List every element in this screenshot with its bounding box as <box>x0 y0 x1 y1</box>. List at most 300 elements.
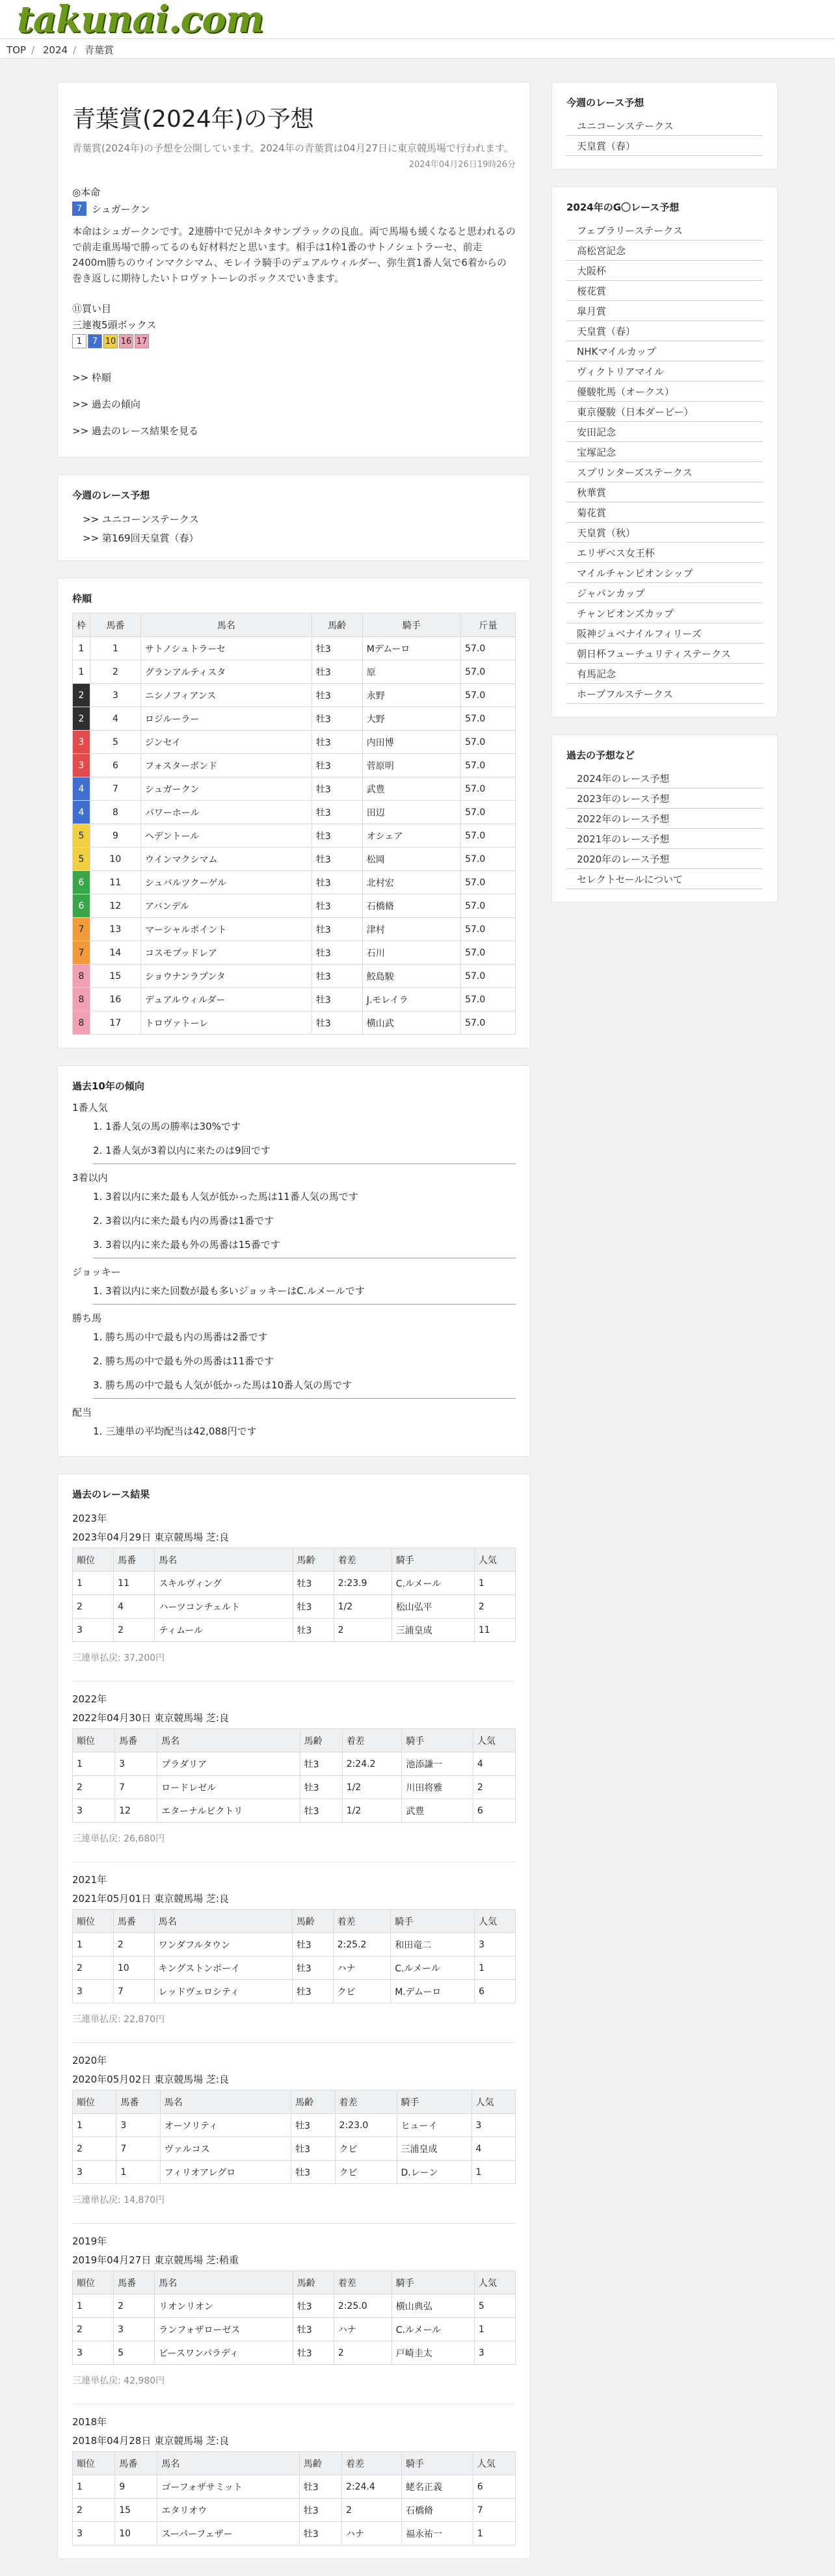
payout-text: 三連単払戻: 22,870円 <box>72 2012 516 2043</box>
side-link[interactable]: 安田記念 <box>566 422 763 442</box>
trend-item: 2. 1番人気が3着以内に来たのは9回です <box>93 1145 271 1156</box>
past-cell: クビ <box>335 2137 397 2161</box>
umaban-cell: 2 <box>90 660 141 684</box>
past-cell: 2 <box>73 2318 114 2341</box>
jockey-cell: 武豊 <box>362 777 460 801</box>
entry-row <box>73 777 516 801</box>
past-cell: D.レーン <box>397 2161 471 2184</box>
weight-cell: 57.0 <box>461 801 516 824</box>
age-cell: 牡3 <box>311 801 362 824</box>
main-column <box>57 82 531 2576</box>
past-cell: C.ルメール <box>391 1957 475 1980</box>
horse-name-cell[interactable]: フォスターボンド <box>140 754 311 777</box>
umaban-cell: 7 <box>90 777 141 801</box>
past-cell: ハナ <box>342 2522 402 2545</box>
entry-row <box>73 754 516 777</box>
side-link[interactable]: 菊花賞 <box>566 502 763 523</box>
horse-name-cell[interactable]: アバンデル <box>140 894 311 918</box>
buy-box: 17 <box>135 334 149 348</box>
trend-card <box>57 1065 531 1457</box>
past-cell: 2 <box>73 2137 116 2161</box>
past-cell: 牡3 <box>300 1776 342 1799</box>
past-cell: M.デムーロ <box>391 1980 475 2003</box>
past-cell: 牡3 <box>292 1980 333 2003</box>
umaban-cell: 1 <box>90 637 141 660</box>
past-header: 馬齢 <box>299 2452 341 2475</box>
past-cell: 4 <box>471 2137 515 2161</box>
entry-table <box>72 613 516 1035</box>
waku-cell: 2 <box>73 684 90 707</box>
side-link[interactable]: 皐月賞 <box>566 301 763 321</box>
umaban-cell: 6 <box>90 754 141 777</box>
horse-name-cell[interactable]: シュガークン <box>140 777 311 801</box>
trend-group-title: 勝ち馬 <box>72 1312 102 1324</box>
age-cell: 牡3 <box>311 941 362 965</box>
age-cell: 牡3 <box>311 754 362 777</box>
side-link[interactable]: 2021年のレース予想 <box>566 829 763 849</box>
buy-type: 三連複5頭ボックス <box>72 319 157 331</box>
jockey-cell: 田辺 <box>362 801 460 824</box>
entry-header: 馬名 <box>140 614 311 637</box>
waku-cell: 8 <box>73 988 90 1011</box>
side-link[interactable]: ジャパンカップ <box>566 583 763 603</box>
jockey-cell: 原 <box>362 660 460 684</box>
past-cell: ロードレゼル <box>157 1776 300 1799</box>
side-link[interactable]: 天皇賞（春） <box>566 136 763 156</box>
side-link[interactable]: 東京優駿（日本ダービー） <box>566 402 763 422</box>
past-cell: クビ <box>333 1980 391 2003</box>
entry-row <box>73 988 516 1011</box>
past-cell: 1 <box>471 2161 515 2184</box>
past-cell: 三浦皇成 <box>391 1619 474 1642</box>
entry-row <box>73 1011 516 1035</box>
waku-cell: 6 <box>73 871 90 894</box>
jockey-cell: Mデムーロ <box>362 637 460 660</box>
side-link[interactable]: マイルチャンピオンシップ <box>566 563 763 583</box>
waku-cell: 4 <box>73 801 90 824</box>
entry-row <box>73 894 516 918</box>
weight-cell: 57.0 <box>461 988 516 1011</box>
trend-group-title: 配当 <box>72 1407 92 1418</box>
buy-label: ⑪買い目 <box>72 303 112 315</box>
side-link[interactable]: ホープフルステークス <box>566 684 763 704</box>
horse-name-cell[interactable]: サトノシュトラーセ <box>140 637 311 660</box>
horse-name-cell[interactable]: ニシノフィアンス <box>140 684 311 707</box>
weight-cell: 57.0 <box>461 707 516 731</box>
past-cell: 3 <box>73 2522 115 2545</box>
past-header: 馬名 <box>157 2452 299 2475</box>
entry-header: 馬齢 <box>311 614 362 637</box>
jockey-cell: 内田博 <box>362 731 460 754</box>
trend-item: 3. 勝ち馬の中で最も人気が低かった馬は10番人気の馬です <box>93 1379 352 1391</box>
past-header: 騎手 <box>391 2271 474 2295</box>
past-cell: ランフォザローゼス <box>155 2318 293 2341</box>
umaban-cell: 10 <box>90 848 141 871</box>
weekly-link[interactable]: >> 第169回天皇賞（春） <box>83 532 199 544</box>
past-cell: 2 <box>73 1957 114 1980</box>
side-link[interactable]: 2024年のレース予想 <box>566 768 763 788</box>
past-header: 着差 <box>342 2452 402 2475</box>
past-header: 馬齢 <box>293 2271 334 2295</box>
past-race-meta: 2022年04月30日 東京競馬場 芝:良 <box>72 1712 229 1724</box>
past-header: 着差 <box>334 1548 391 1572</box>
past-cell: 2:24.2 <box>342 1752 402 1776</box>
past-header: 馬番 <box>115 1729 157 1752</box>
side-link[interactable]: 2020年のレース予想 <box>566 849 763 869</box>
side-link[interactable]: 優駿牝馬（オークス） <box>566 382 763 402</box>
past-row <box>73 2499 516 2522</box>
side-others-title: 過去の予想など <box>566 749 635 761</box>
past-cell: 3 <box>474 2341 515 2365</box>
age-cell: 牡3 <box>311 684 362 707</box>
link-trend[interactable]: >> 過去の傾向 <box>72 398 140 410</box>
past-row <box>73 2114 516 2137</box>
side-link[interactable]: 宝塚記念 <box>566 442 763 462</box>
past-cell: 3 <box>73 1980 114 2003</box>
side-link[interactable]: 天皇賞（秋） <box>566 523 763 543</box>
side-link[interactable]: 有馬記念 <box>566 664 763 684</box>
lead-text: 青葉賞(2024年)の予想を公開しています。2024年の青葉賞は04月27日に東京競馬場で行われます。 <box>72 142 514 154</box>
side-link[interactable]: ヴィクトリアマイル <box>566 361 763 382</box>
trend-divider <box>93 1398 516 1399</box>
horse-name-cell[interactable]: ショウナンラプンタ <box>140 965 311 988</box>
umaban-cell: 8 <box>90 801 141 824</box>
umaban-cell: 11 <box>90 871 141 894</box>
side-link[interactable]: セレクトセールについて <box>566 869 763 889</box>
past-year: 2023年 <box>72 1513 107 1524</box>
weight-cell: 57.0 <box>461 1011 516 1035</box>
past-cell: 川田将雅 <box>402 1776 473 1799</box>
side-link[interactable]: 朝日杯フューチュリティステークス <box>566 644 763 664</box>
past-cell: 1 <box>73 2475 115 2499</box>
horse-name-cell[interactable]: グランアルティスタ <box>140 660 311 684</box>
past-header: 順位 <box>73 1548 114 1572</box>
side-link[interactable]: 桜花賞 <box>566 281 763 301</box>
past-header: 順位 <box>73 1729 115 1752</box>
side-others-card <box>551 735 778 903</box>
past-cell: ハナ <box>333 1957 391 1980</box>
past-cell: 牡3 <box>299 2522 341 2545</box>
jockey-cell: 津村 <box>362 918 460 941</box>
past-cell: ハーツコンチェルト <box>155 1595 293 1619</box>
past-header: 馬名 <box>155 2271 293 2295</box>
past-result-table <box>72 1728 516 1823</box>
age-cell: 牡3 <box>311 894 362 918</box>
past-cell: クビ <box>335 2161 397 2184</box>
past-header: 人気 <box>471 2090 515 2114</box>
past-cell: 1 <box>475 1957 516 1980</box>
past-cell: ヒューイ <box>397 2114 471 2137</box>
past-header: 人気 <box>473 1729 515 1752</box>
horse-name-cell[interactable]: シュバルツクーゲル <box>140 871 311 894</box>
weight-cell: 57.0 <box>461 918 516 941</box>
past-header: 人気 <box>473 2452 515 2475</box>
past-cell: 1 <box>474 1572 515 1595</box>
payout-text: 三連単払戻: 42,980円 <box>72 2374 516 2404</box>
side-link[interactable]: 秋華賞 <box>566 482 763 502</box>
past-cell: 7 <box>116 2137 160 2161</box>
past-cell: エターナルビクトリ <box>157 1799 300 1823</box>
jockey-cell: 大野 <box>362 707 460 731</box>
waku-cell: 1 <box>73 660 90 684</box>
past-header: 馬番 <box>114 2271 155 2295</box>
weekly-card <box>57 475 531 561</box>
past-header: 順位 <box>73 2452 115 2475</box>
side-link[interactable]: 阪神ジュベナイルフィリーズ <box>566 623 763 644</box>
past-cell: 三浦皇成 <box>397 2137 471 2161</box>
age-cell: 牡3 <box>311 1011 362 1035</box>
waku-cell: 8 <box>73 965 90 988</box>
past-cell: 6 <box>475 1980 516 2003</box>
past-cell: レッドヴェロシティ <box>154 1980 292 2003</box>
pick-number-badge: 7 <box>72 202 86 216</box>
weight-cell: 57.0 <box>461 684 516 707</box>
past-header: 騎手 <box>391 1548 474 1572</box>
trend-item: 1. 3着以内に来た最も人気が低かった馬は11番人気の馬です <box>93 1191 358 1203</box>
past-cell: 1 <box>73 1933 114 1957</box>
horse-name-cell[interactable]: マーシャルポイント <box>140 918 311 941</box>
horse-name-cell[interactable]: ロジルーラー <box>140 707 311 731</box>
past-cell: 2 <box>73 1776 115 1799</box>
past-race-meta: 2021年05月01日 東京競馬場 芝:良 <box>72 1893 229 1905</box>
past-cell: 牡3 <box>293 1619 334 1642</box>
jockey-cell: 菅原明 <box>362 754 460 777</box>
buy-box: 7 <box>88 334 102 348</box>
payout-text: 三連単払戻: 26,680円 <box>72 1832 516 1862</box>
horse-name-cell[interactable]: ヘデントール <box>140 824 311 848</box>
past-header: 人気 <box>475 1910 516 1933</box>
past-cell: 12 <box>115 1799 157 1823</box>
weight-cell: 57.0 <box>461 660 516 684</box>
past-cell: 3 <box>73 2341 114 2365</box>
trend-group-title: 1番人気 <box>72 1102 108 1113</box>
horse-name-cell[interactable]: トロヴァトーレ <box>140 1011 311 1035</box>
past-header: 馬齢 <box>291 2090 335 2114</box>
past-cell: 蛯名正義 <box>401 2475 473 2499</box>
past-header: 騎手 <box>397 2090 471 2114</box>
past-year: 2019年 <box>72 2235 107 2247</box>
past-cell: 2:24.4 <box>342 2475 402 2499</box>
past-cell: 1 <box>473 2522 515 2545</box>
past-header: 馬名 <box>157 1729 300 1752</box>
horse-name-cell[interactable]: ウインマクシマム <box>140 848 311 871</box>
buy-box: 10 <box>103 334 118 348</box>
umaban-cell: 16 <box>90 988 141 1011</box>
payout-text: 三連単払戻: 14,870円 <box>72 2193 516 2224</box>
weekly-title: 今週のレース予想 <box>72 489 150 501</box>
past-cell: 池添謙一 <box>402 1752 473 1776</box>
side-link[interactable]: スプリンターズステークス <box>566 462 763 482</box>
past-cell: 和田竜二 <box>391 1933 475 1957</box>
entry-header: 馬番 <box>90 614 141 637</box>
past-cell: 2 <box>114 1619 155 1642</box>
age-cell: 牡3 <box>311 777 362 801</box>
past-result-table <box>72 2090 516 2184</box>
past-cell: 牡3 <box>293 2295 334 2318</box>
past-cell: 横山典弘 <box>391 2295 474 2318</box>
side-link[interactable]: NHKマイルカップ <box>566 341 763 361</box>
age-cell: 牡3 <box>311 707 362 731</box>
site-header <box>0 0 835 39</box>
past-header: 馬番 <box>114 1548 155 1572</box>
past-header: 馬齢 <box>300 1729 342 1752</box>
side-link[interactable]: 天皇賞（春） <box>566 321 763 341</box>
umaban-cell: 12 <box>90 894 141 918</box>
side-link[interactable]: エリザベス女王杯 <box>566 543 763 563</box>
past-cell: 牡3 <box>293 2318 334 2341</box>
side-link[interactable]: 2022年のレース予想 <box>566 809 763 829</box>
breadcrumb: TOP / 2024 / 青葉賞 <box>0 39 835 59</box>
past-cell: 9 <box>115 2475 157 2499</box>
past-header: 騎手 <box>402 1729 473 1752</box>
past-header: 着差 <box>335 2090 397 2114</box>
jockey-cell: 石橋脩 <box>362 894 460 918</box>
pick-horse <box>72 202 516 216</box>
past-cell: 4 <box>473 1752 515 1776</box>
past-header: 人気 <box>474 2271 515 2295</box>
age-cell: 牡3 <box>311 965 362 988</box>
horse-name-cell[interactable]: ジンセイ <box>140 731 311 754</box>
past-row <box>73 1572 516 1595</box>
trend-item: 1. 3着以内に来た回数が最も多いジョッキーはC.ルメールです <box>93 1285 365 1297</box>
side-link[interactable]: チャンピオンズカップ <box>566 603 763 623</box>
weekly-link[interactable]: >> ユニコーンステークス <box>83 514 199 525</box>
breadcrumb-current: 青葉賞 <box>84 44 114 56</box>
past-cell: ゴーフォザサミット <box>157 2475 299 2499</box>
past-year: 2021年 <box>72 1874 107 1886</box>
age-cell: 牡3 <box>311 824 362 848</box>
past-row <box>73 2318 516 2341</box>
entry-header: 斤量 <box>461 614 516 637</box>
weight-cell: 57.0 <box>461 731 516 754</box>
past-cell: 2:25.0 <box>334 2295 391 2318</box>
waku-cell: 2 <box>73 707 90 731</box>
past-cell: 7 <box>113 1980 154 2003</box>
past-cell: 11 <box>474 1619 515 1642</box>
past-cell: 牡3 <box>291 2161 335 2184</box>
past-cell: 5 <box>114 2341 155 2365</box>
breadcrumb-top[interactable]: TOP <box>7 44 27 56</box>
past-cell: 6 <box>473 1799 515 1823</box>
past-cell: 2 <box>73 1595 114 1619</box>
link-past-results[interactable]: >> 過去のレース結果を見る <box>72 425 199 437</box>
jockey-cell: 永野 <box>362 684 460 707</box>
past-header: 騎手 <box>391 1910 475 1933</box>
entry-row <box>73 801 516 824</box>
past-header: 人気 <box>474 1548 515 1572</box>
horse-name-cell[interactable]: コスモブッドレア <box>140 941 311 965</box>
past-cell: 1 <box>73 2295 114 2318</box>
past-cell: 2 <box>473 1776 515 1799</box>
side-link[interactable]: フェブラリーステークス <box>566 220 763 241</box>
age-cell: 牡3 <box>311 637 362 660</box>
past-cell: 2 <box>113 1933 154 1957</box>
past-row <box>73 1595 516 1619</box>
past-cell: 武豊 <box>402 1799 473 1823</box>
past-cell: スーパーフェザー <box>157 2522 299 2545</box>
side-link[interactable]: 2023年のレース予想 <box>566 788 763 809</box>
past-row <box>73 2295 516 2318</box>
waku-cell: 6 <box>73 894 90 918</box>
past-cell: 1 <box>73 1752 115 1776</box>
past-row <box>73 1776 516 1799</box>
breadcrumb-year[interactable]: 2024 <box>42 44 68 56</box>
waku-cell: 8 <box>73 1011 90 1035</box>
weight-cell: 57.0 <box>461 637 516 660</box>
umaban-cell: 4 <box>90 707 141 731</box>
past-result-table <box>72 2270 516 2365</box>
past-race-meta: 2020年05月02日 東京競馬場 芝:良 <box>72 2074 229 2085</box>
past-cell: 1/2 <box>334 1595 391 1619</box>
past-cell: 3 <box>73 1619 114 1642</box>
side-link[interactable]: 高松宮記念 <box>566 241 763 261</box>
past-cell: スキルヴィング <box>155 1572 293 1595</box>
past-header: 馬番 <box>115 2452 157 2475</box>
age-cell: 牡3 <box>311 731 362 754</box>
entry-row <box>73 941 516 965</box>
page-title: 青葉賞(2024年)の予想 <box>72 106 314 133</box>
side-weekly-title: 今週のレース予想 <box>566 97 644 109</box>
past-cell: 3 <box>73 1799 115 1823</box>
past-header: 馬名 <box>155 1548 293 1572</box>
past-race-meta: 2023年04月29日 東京競馬場 芝:良 <box>72 1531 229 1543</box>
past-cell: 戸崎圭太 <box>391 2341 474 2365</box>
waku-cell: 5 <box>73 824 90 848</box>
umaban-cell: 3 <box>90 684 141 707</box>
entry-row <box>73 918 516 941</box>
past-cell: 10 <box>115 2522 157 2545</box>
side-g1-title: 2024年のG〇レース予想 <box>566 202 680 213</box>
horse-name-cell[interactable]: デュアルウィルダー <box>140 988 311 1011</box>
weight-cell: 57.0 <box>461 871 516 894</box>
entry-header: 騎手 <box>362 614 460 637</box>
umaban-cell: 5 <box>90 731 141 754</box>
side-link[interactable]: ユニコーンステークス <box>566 116 763 136</box>
buy-box: 1 <box>72 334 86 348</box>
past-cell: 3 <box>73 2161 116 2184</box>
past-row <box>73 1933 516 1957</box>
side-link[interactable]: 大阪杯 <box>566 261 763 281</box>
side-weekly-card <box>551 82 778 170</box>
past-header: 馬番 <box>113 1910 154 1933</box>
past-header: 騎手 <box>401 2452 473 2475</box>
past-race-meta: 2018年04月28日 東京競馬場 芝:良 <box>72 2435 229 2447</box>
horse-name-cell[interactable]: パワーホール <box>140 801 311 824</box>
past-cell: 5 <box>474 2295 515 2318</box>
past-card <box>57 1474 531 2559</box>
age-cell: 牡3 <box>311 918 362 941</box>
trend-item: 1. 三連単の平均配当は42,088円です <box>93 1425 257 1437</box>
past-cell: 3 <box>471 2114 515 2137</box>
past-row <box>73 2475 516 2499</box>
past-cell: 2 <box>114 2295 155 2318</box>
site-logo[interactable]: takunai.com <box>17 0 264 41</box>
prediction-card <box>57 82 531 458</box>
waku-cell: 1 <box>73 637 90 660</box>
waku-cell: 3 <box>73 754 90 777</box>
age-cell: 牡3 <box>311 871 362 894</box>
past-cell: プラダリア <box>157 1752 300 1776</box>
sidebar <box>551 82 778 920</box>
past-header: 馬番 <box>116 2090 160 2114</box>
waku-cell: 7 <box>73 941 90 965</box>
trend-group-title: 3着以内 <box>72 1172 108 1184</box>
past-cell: 1 <box>73 1572 114 1595</box>
trend-item: 2. 勝ち馬の中で最も外の馬番は11番です <box>93 1355 274 1367</box>
link-entry[interactable]: >> 枠順 <box>72 372 111 384</box>
past-header: 順位 <box>73 2271 114 2295</box>
past-cell: 2 <box>334 1619 391 1642</box>
